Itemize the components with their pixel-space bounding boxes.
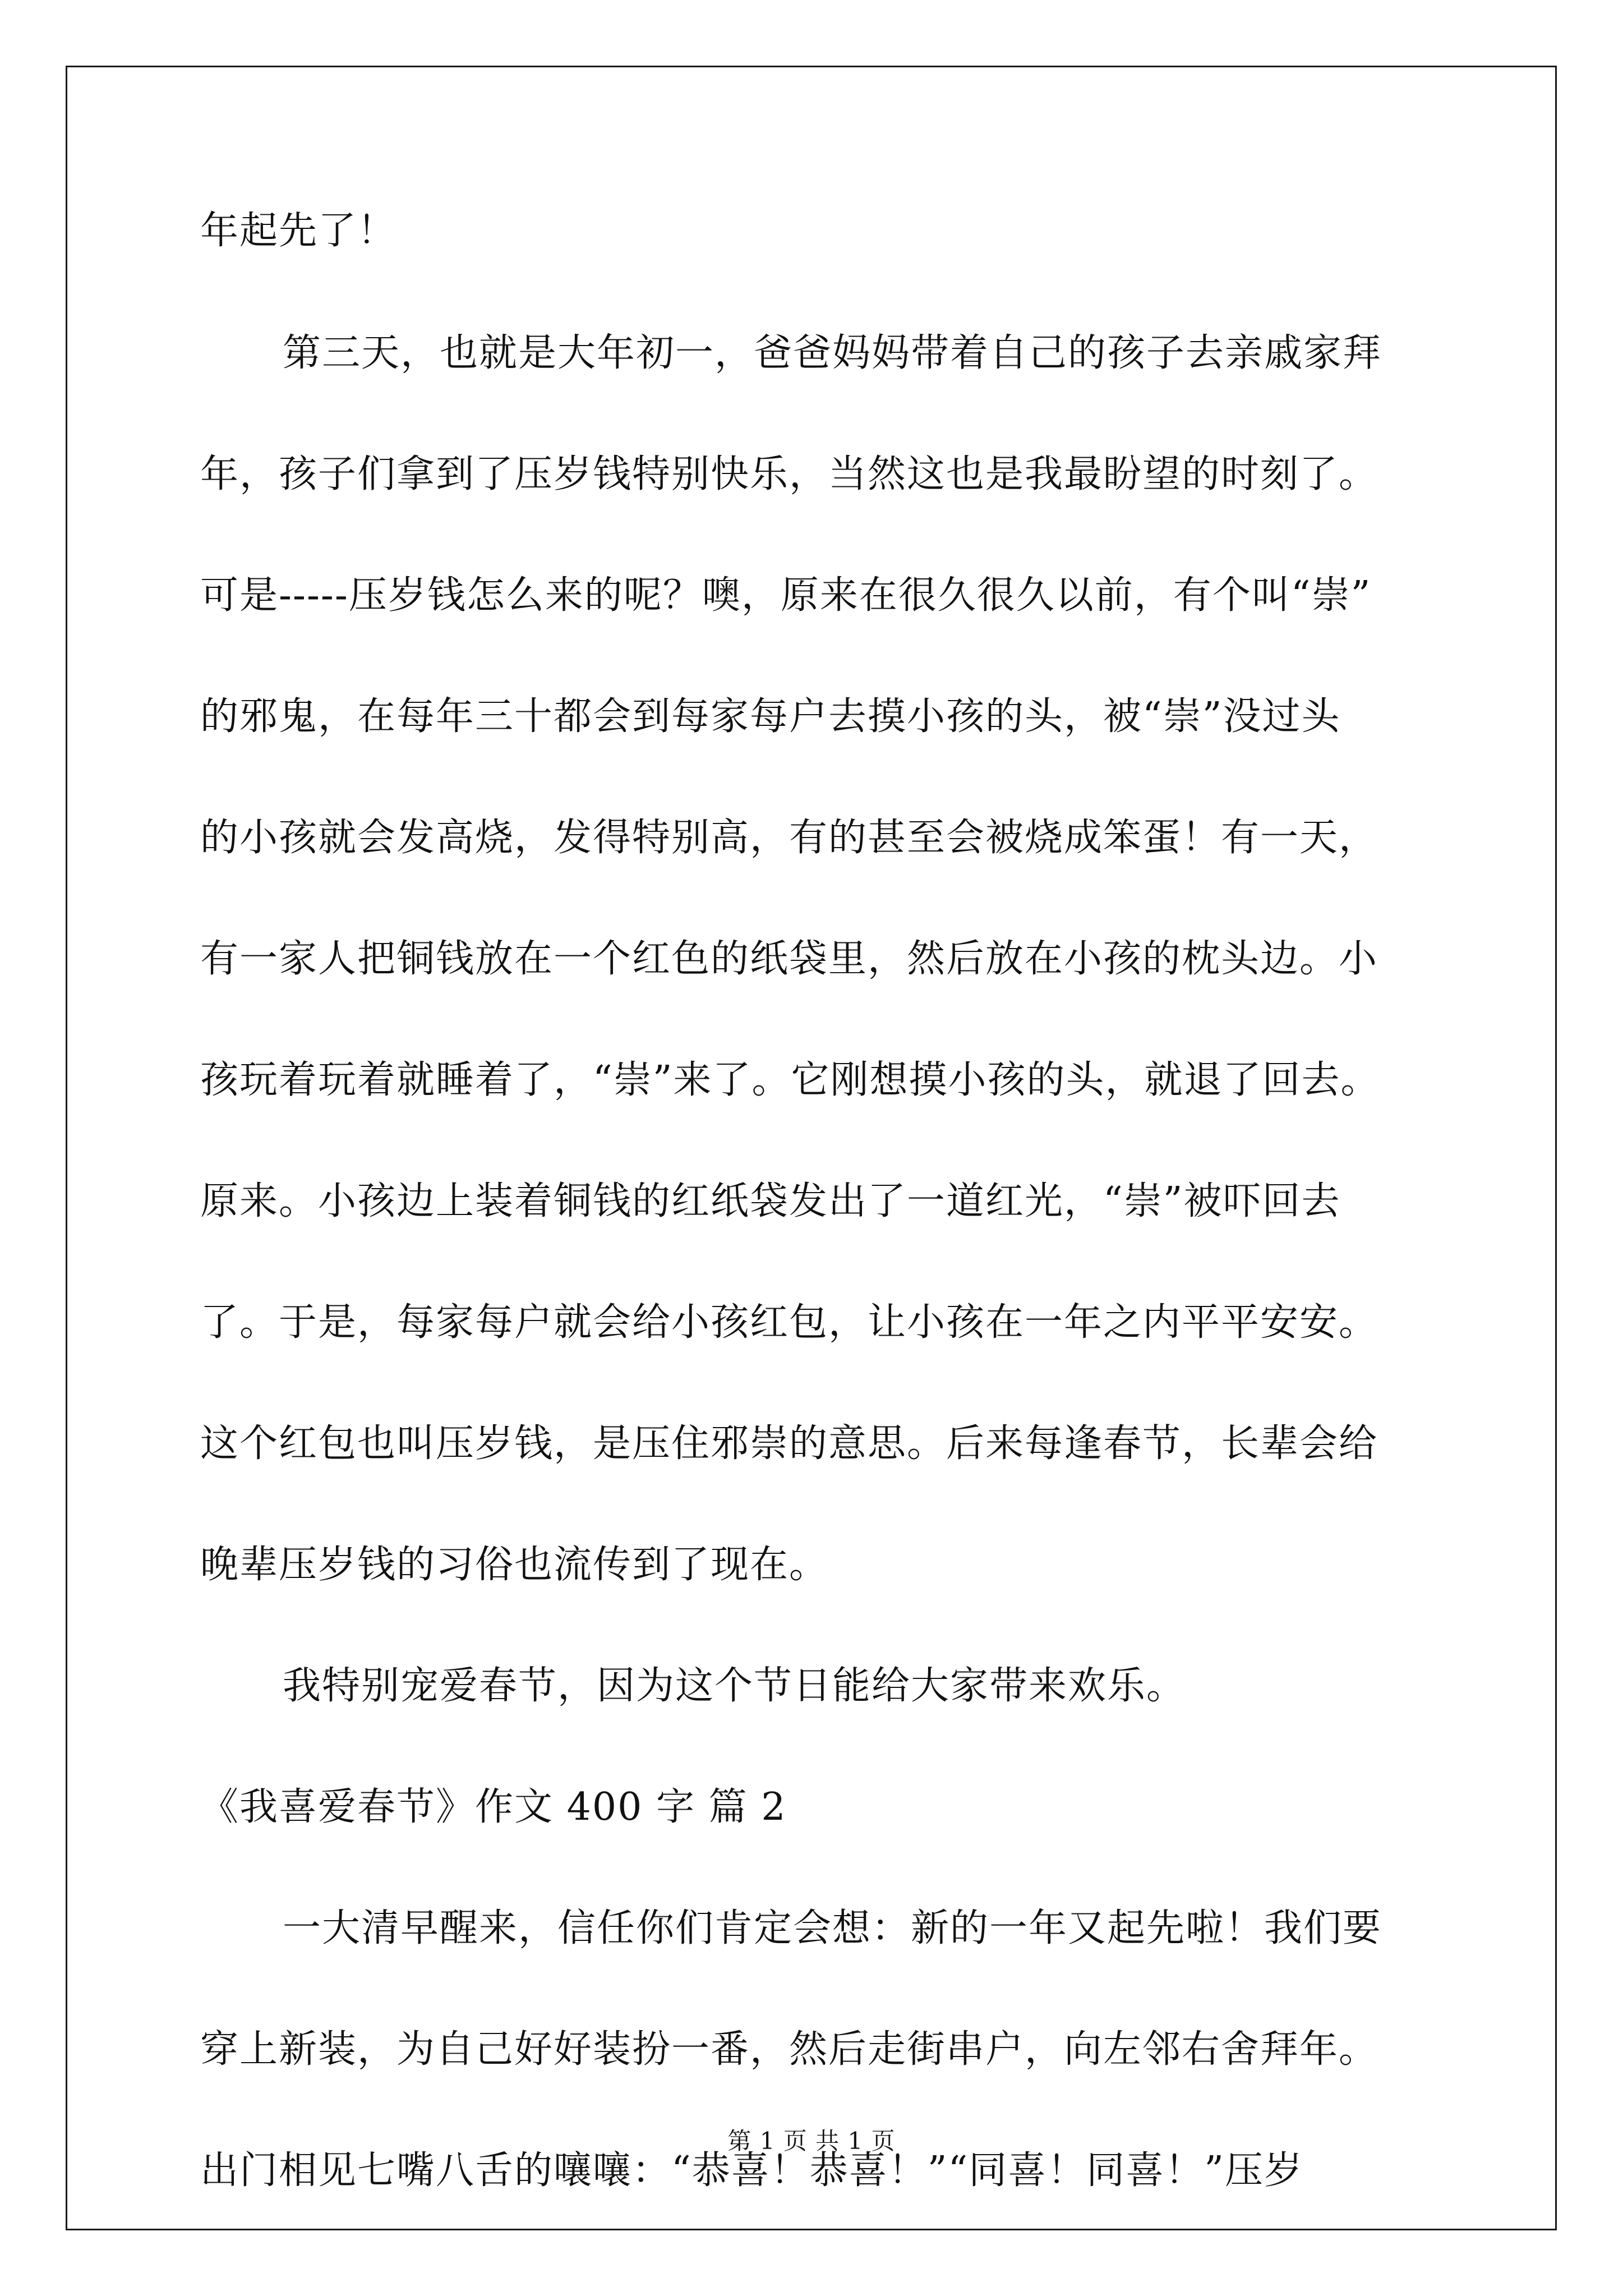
- paragraph-line: 年，孩子们拿到了压岁钱特别快乐，当然这也是我最盼望的时刻了。: [200, 452, 1378, 496]
- paragraph-line: 这个红包也叫压岁钱，是压住邪崇的意思。后来每逢春节，长辈会给: [200, 1421, 1378, 1466]
- paragraph-line: 一大清早醒来，信任你们肯定会想：新的一年又起先啦！我们要: [283, 1906, 1382, 1950]
- paragraph-line: 的邪鬼，在每年三十都会到每家每户去摸小孩的头，被“崇”没过头: [200, 694, 1341, 739]
- paragraph-line: 穿上新装，为自己好好装扮一番，然后走街串户，向左邻右舍拜年。: [200, 2027, 1378, 2072]
- section-heading: 《我喜爱春节》作文 400 字 篇 2: [200, 1785, 787, 1829]
- paragraph-line: 年起先了！: [200, 209, 397, 253]
- paragraph-line: 可是-----压岁钱怎么来的呢？噢，原来在很久很久以前，有个叫“崇”: [200, 573, 1372, 618]
- paragraph-line: 孩玩着玩着就睡着了，“崇”来了。它刚想摸小孩的头，就退了回去。: [200, 1058, 1380, 1102]
- paragraph-line: 了。于是，每家每户就会给小孩红包，让小孩在一年之内平平安安。: [200, 1300, 1378, 1345]
- paragraph-line: 第三天，也就是大年初一，爸爸妈妈带着自己的孩子去亲戚家拜: [283, 331, 1382, 375]
- paragraph-line: 晚辈压岁钱的习俗也流传到了现在。: [200, 1543, 829, 1587]
- paragraph-line: 原来。小孩边上装着铜钱的红纸袋发出了一道红光，“崇”被吓回去: [200, 1179, 1341, 1223]
- page-number-footer: 第 1 页 共 1 页: [727, 2127, 896, 2155]
- paragraph-line: 我特别宠爱春节，因为这个节日能给大家带来欢乐。: [283, 1664, 1186, 1708]
- paragraph-line: 有一家人把铜钱放在一个红色的纸袋里，然后放在小孩的枕头边。小: [200, 937, 1378, 981]
- paragraph-line: 的小孩就会发高烧，发得特别高，有的甚至会被烧成笨蛋！有一天，: [200, 816, 1378, 860]
- paragraph-line: 出门相见七嘴八舌的嚷嚷：“恭喜！恭喜！”“同喜！同喜！”压岁: [200, 2148, 1304, 2193]
